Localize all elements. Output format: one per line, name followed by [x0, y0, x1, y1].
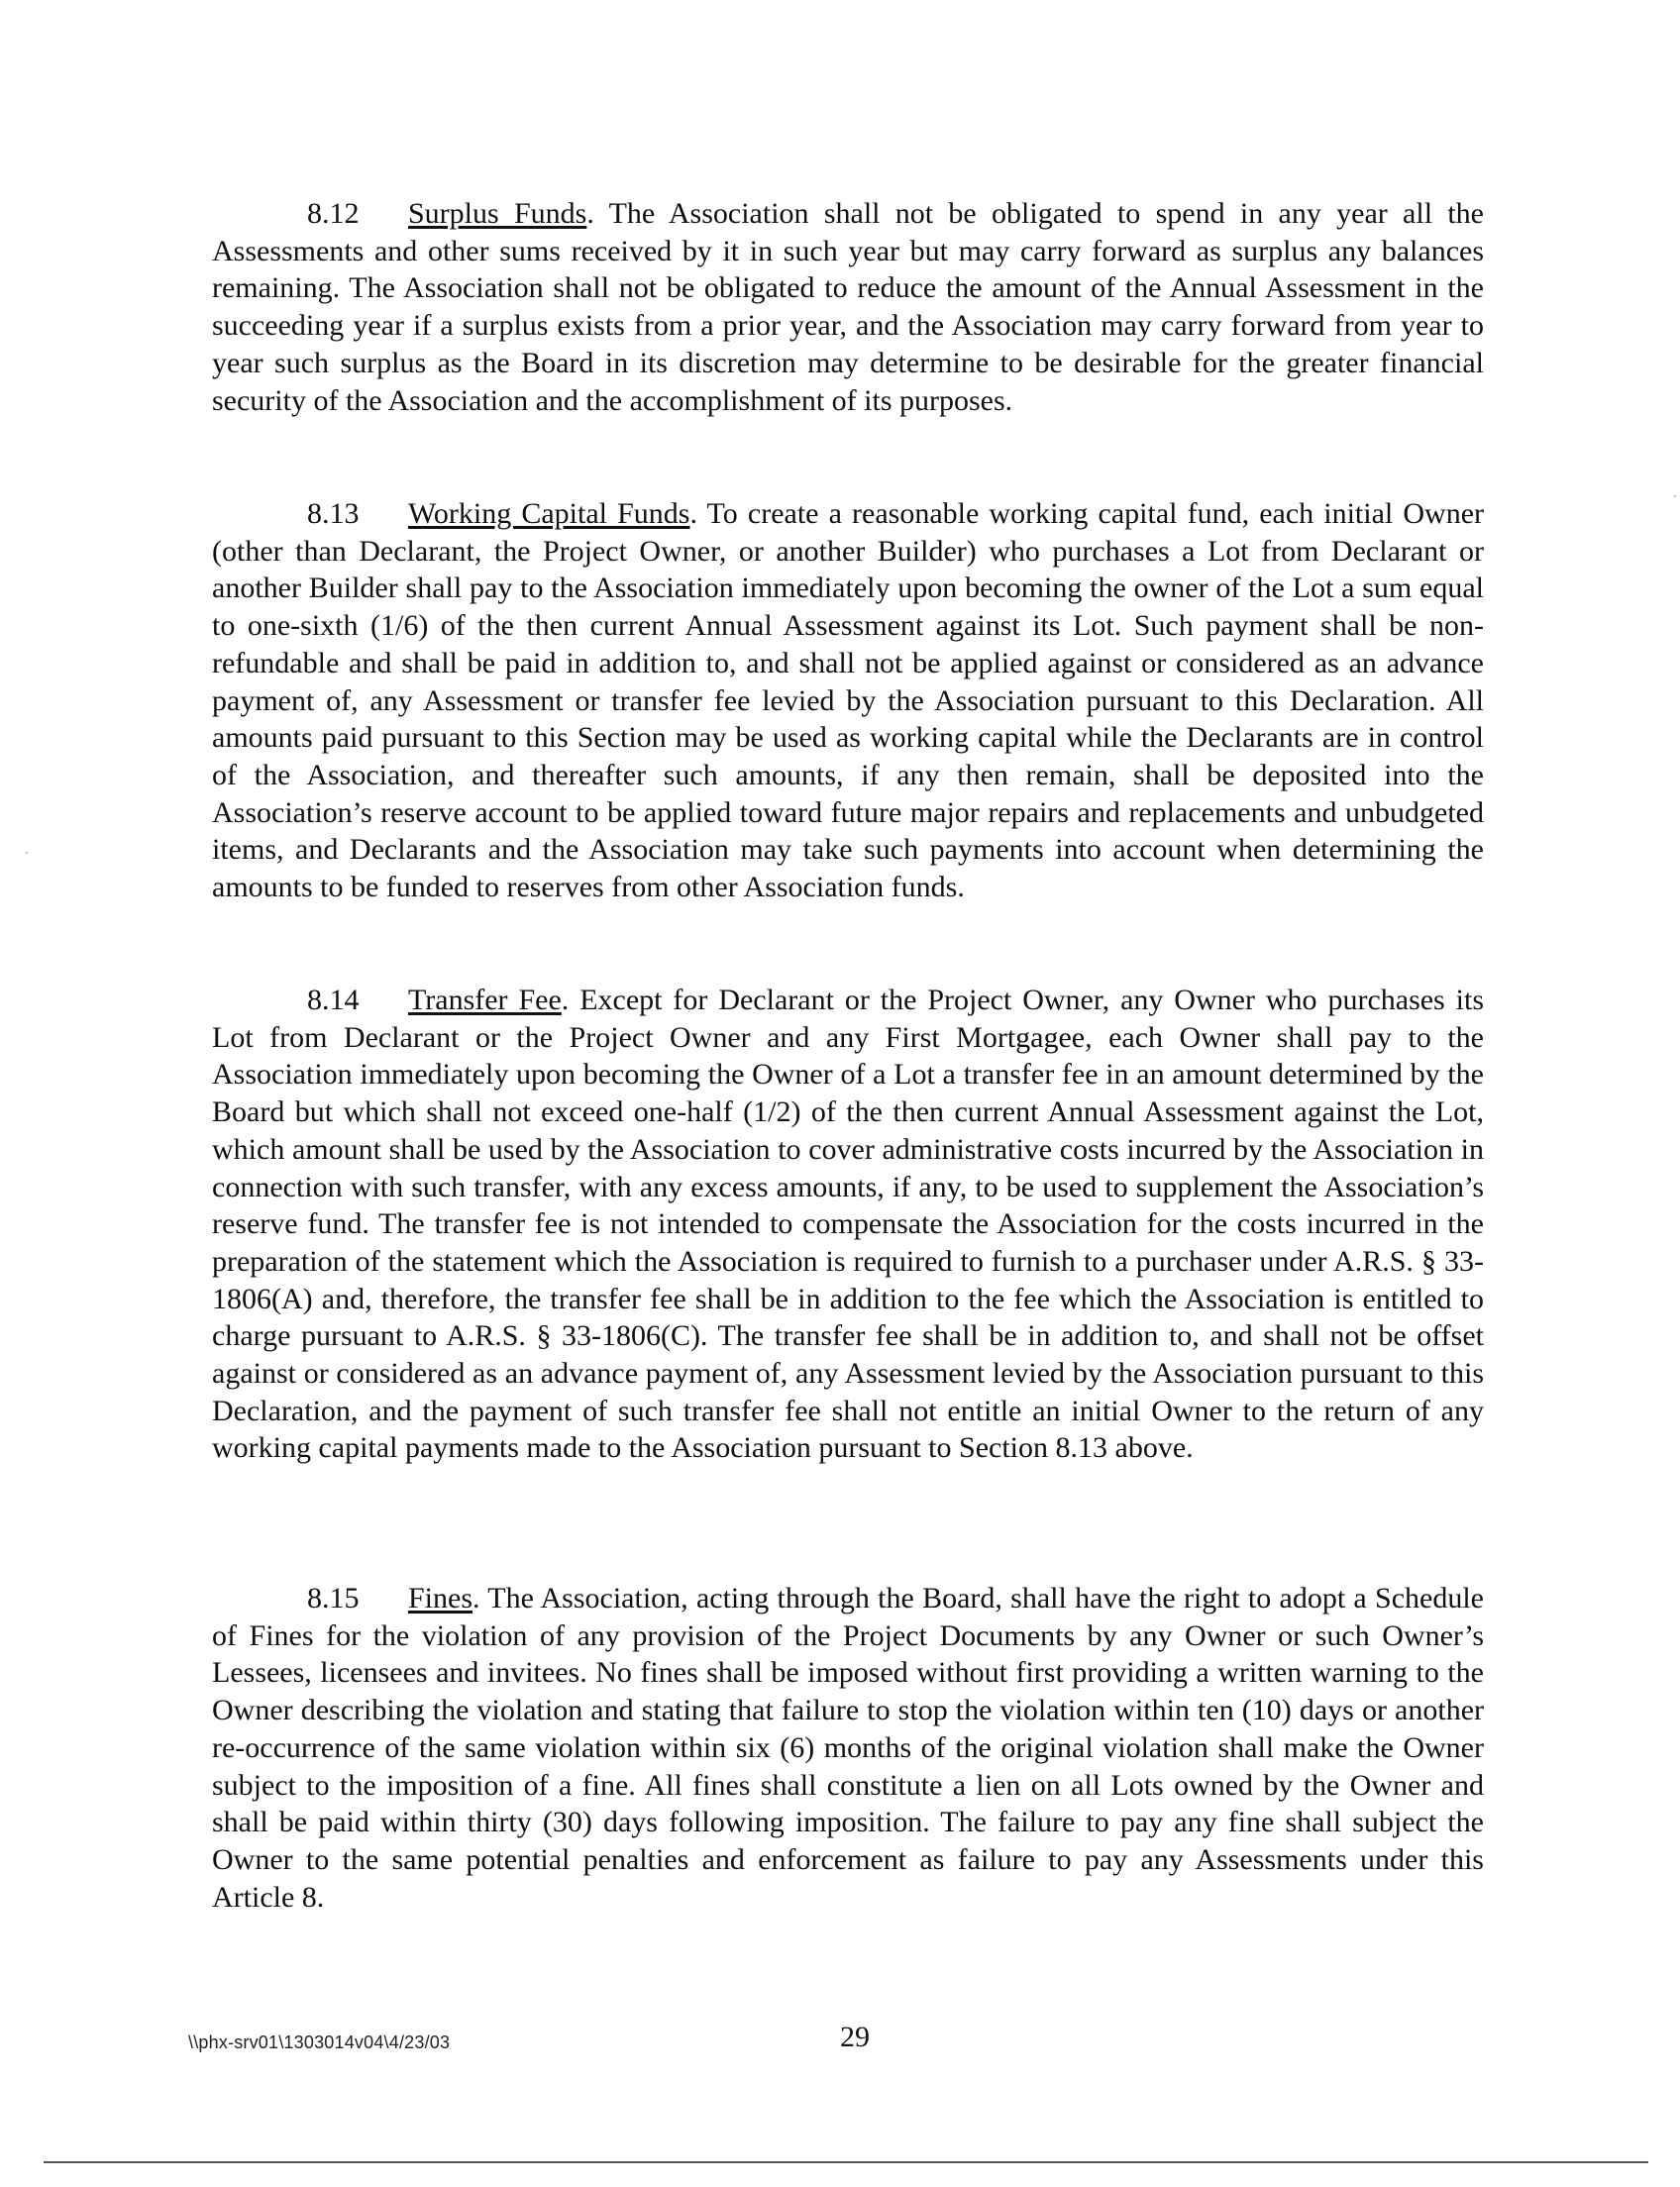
section-8-15	[212, 1580, 1484, 1916]
section-body: . The Association, acting through the Board, shall have the right to adopt a Schedule of Fines for the violation of any provision of the Project Documents by any Owner or such Owner’s Lessees, licensees and invitees. No fines shall be imposed without first providing a written warning to the Owner describing the violation and stating that failure to stop the violation within ten (10) days or another re-occurrence of the same violation within six (6) months of the original violation shall make the Owner subject to the imposition of a fine. All fines shall constitute a lien on all Lots owned by the Owner and shall be paid within thirty (30) days following imposition. The failure to pay any fine shall subject the Owner to the same potential penalties and enforcement as failure to pay any Assessments under this Article 8.	[212, 1582, 1484, 1914]
scan-artifact	[1674, 495, 1676, 497]
section-8-12	[212, 195, 1484, 419]
section-title: Surplus Funds	[408, 197, 587, 230]
section-body: . To create a reasonable working capital fund, each initial Owner (other than Declarant, the Project Owner, or another Builder) who purchases a Lot from Declarant or another Builder shall pay to the Association immediately upon becoming the owner of the Lot a sum equal to one-sixth (1/6) of the then current Annual Assessment against its Lot. Such payment shall be non-refundable and shall be paid in addition to, and shall not be applied against or considered as an advance payment of, any Assessment or transfer fee levied by the Association pursuant to this Declaration. All amounts paid pursuant to this Section may be used as working capital while the Declarants are in control of the Association, and thereafter such amounts, if any then remain, shall be deposited into the Association’s reserve account to be applied toward future major repairs and replacements and unbudgeted items, and Declarants and the Association may take such payments into account when determining the amounts to be funded to reserves from other Association funds.	[212, 497, 1484, 904]
section-8-13	[212, 495, 1484, 906]
section-8-14	[212, 982, 1484, 1467]
section-body: . The Association shall not be obligated to spend in any year all the Assessments and other sums received by it in such year but may carry forward as surplus any balances remaining. The Association shall not be obligated to reduce the amount of the Annual Assessment in the succeeding year if a surplus exists from a prior year, and the Association may carry forward from year to year such surplus as the Board in its discretion may determine to be desirable for the greater financial security of the Association and the accomplishment of its purposes.	[212, 197, 1484, 417]
section-number: 8.12	[307, 197, 360, 230]
section-number: 8.15	[307, 1582, 360, 1614]
section-number: 8.13	[307, 497, 360, 530]
scan-artifact	[26, 852, 28, 854]
section-body: . Except for Declarant or the Project Owner, any Owner who purchases its Lot from Declarant or the Project Owner and any First Mortgagee, each Owner shall pay to the Association immediately upon becoming the Owner of a Lot a transfer fee in an amount determined by the Board but which shall not exceed one-half (1/2) of the then current Annual Assessment against the Lot, which amount shall be used by the Association to cover administrative costs incurred by the Association in connection with such transfer, with any excess amounts, if any, to be used to supplement the Association’s reserve fund. The transfer fee is not intended to compensate the Association for the costs incurred in the preparation of the statement which the Association is required to furnish to a purchaser under A.R.S. § 33-1806(A) and, therefore, the transfer fee shall be in addition to the fee which the Association is entitled to charge pursuant to A.R.S. § 33-1806(C). The transfer fee shall be in addition to, and shall not be offset against or considered as an advance payment of, any Assessment levied by the Association pursuant to this Declaration, and the payment of such transfer fee shall not entitle an initial Owner to the return of any working capital payments made to the Association pursuant to Section 8.13 above.	[212, 984, 1485, 1465]
section-title: Working Capital Funds	[408, 497, 690, 530]
section-number: 8.14	[307, 984, 360, 1016]
footer-document-path: \\phx-srv01\1303014v04\4/23/03	[188, 2032, 451, 2052]
section-title: Fines	[408, 1582, 473, 1614]
scan-edge-line	[44, 2161, 1648, 2163]
section-title: Transfer Fee	[408, 984, 562, 1016]
page-number: 29	[840, 2021, 870, 2053]
